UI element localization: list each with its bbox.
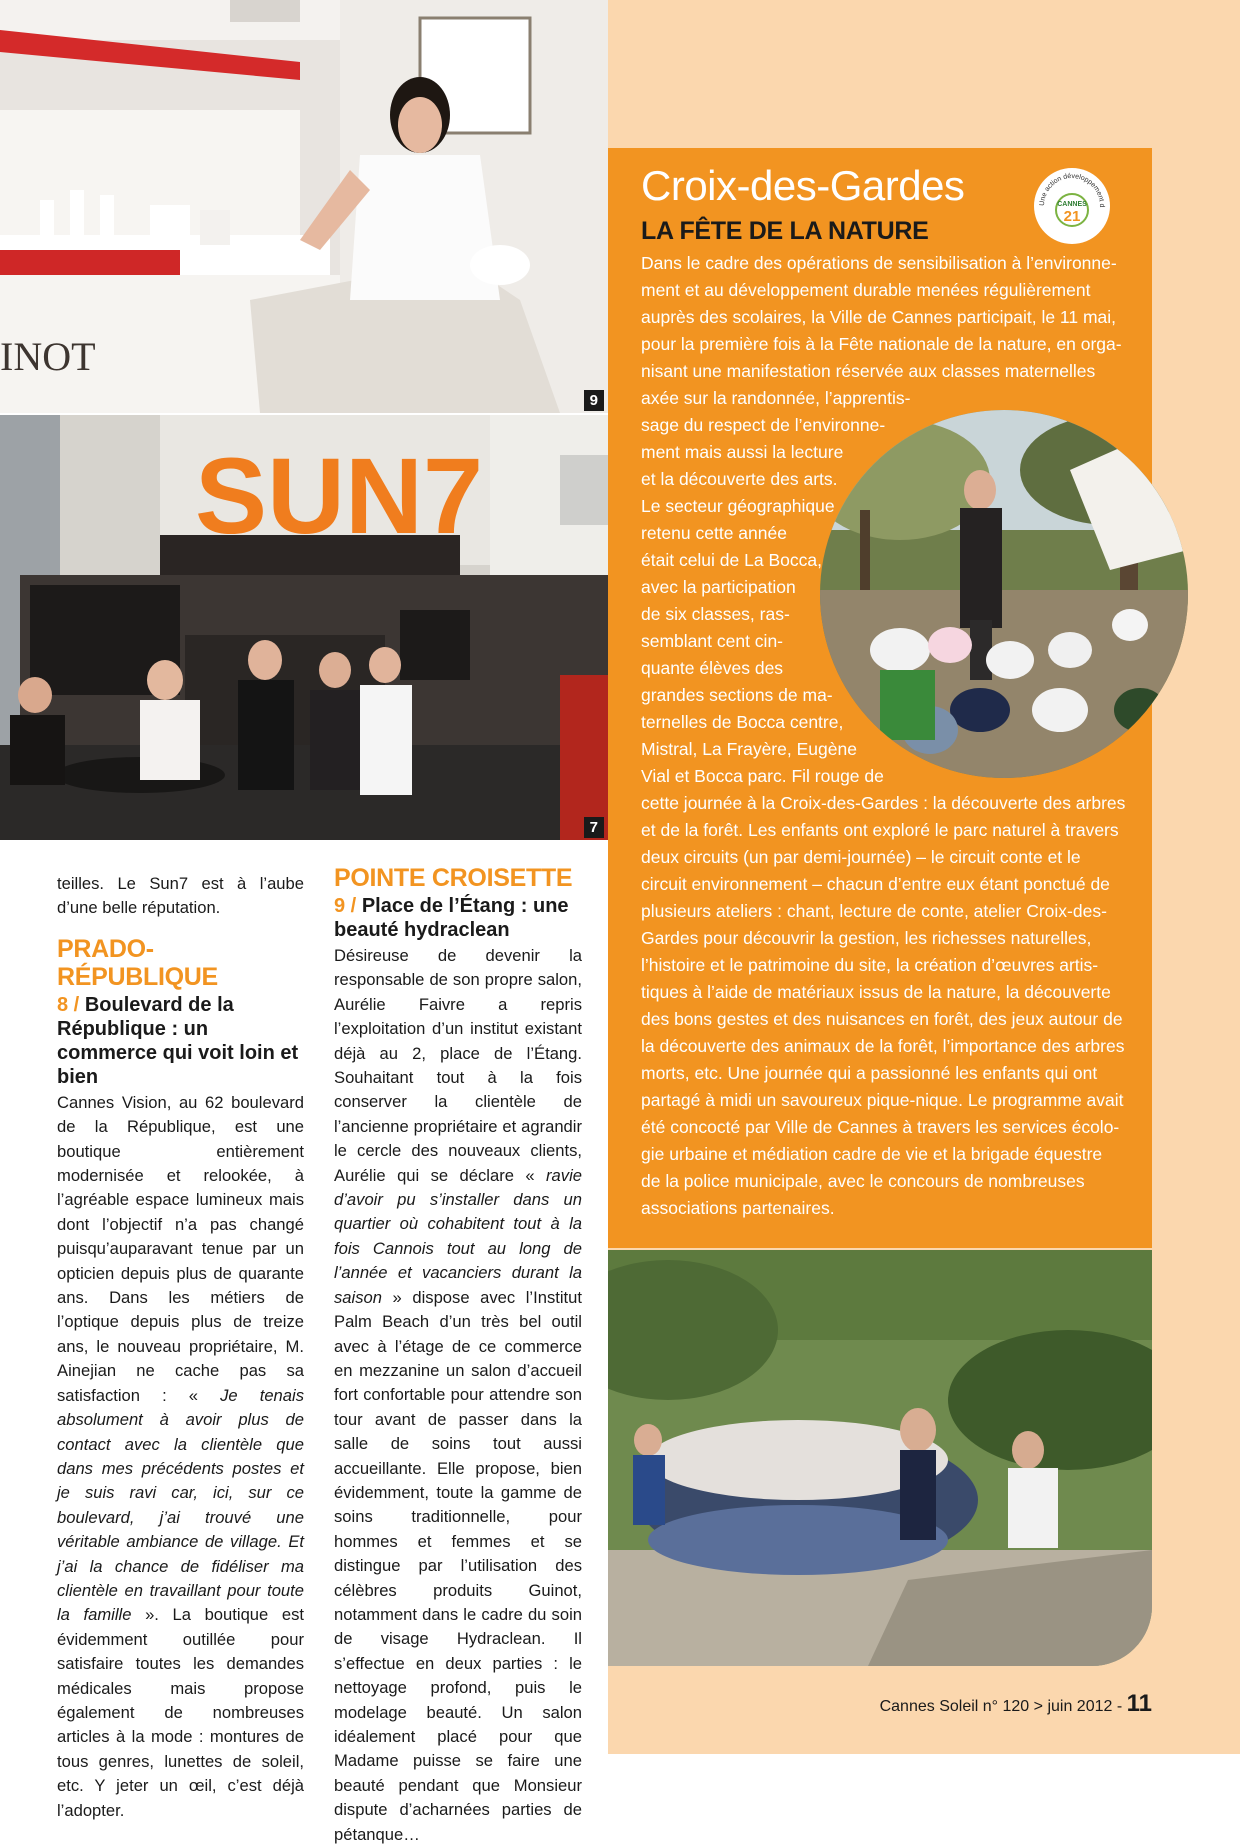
- box-text-line: nisant une manifestation réservée aux classes maternelles: [641, 361, 1096, 381]
- box-text-line: ment et au développement durable menées régulièrement: [641, 280, 1091, 300]
- logo-number-text: 21: [1063, 208, 1081, 225]
- logo-ring-text: Une action développement d: [1038, 172, 1106, 208]
- box-text-line: pour la première fois à la Fête nationale de la nature, en orga-: [641, 334, 1122, 354]
- box-text-line: quante élèves des: [641, 658, 784, 678]
- box-text-line: axée sur la randonnée, l’apprentis-: [641, 388, 911, 408]
- box-text-line: retenu cette année: [641, 523, 787, 543]
- magazine-name: Cannes Soleil n° 120: [879, 1698, 1030, 1715]
- body-text: ». La boutique est évidemment outillée pour satisfaire toutes les demandes médicales mais propose également de nombreuses articles à la mode : montures de tous genres, lunettes de soleil, etc. Y jeter un œil, c’est déjà l’adopter.: [57, 1605, 304, 1820]
- article-subheading-9: [334, 894, 582, 942]
- box-text-line: de la police municipale, avec le concours de nombreuses: [641, 1171, 1085, 1191]
- photo-number-badge: 7: [584, 817, 604, 838]
- article-body-9: [334, 944, 582, 1847]
- article-body-8: [57, 1091, 304, 1823]
- box-text-line: ment mais aussi la lecture: [641, 442, 844, 462]
- box-subtitle: LA FÊTE DE LA NATURE: [641, 217, 929, 245]
- article-number: 8 /: [57, 993, 80, 1016]
- body-text: Cannes Vision, au 62 boulevard de la République, est une boutique entièrement modernisée et relookée, à l’agréable espace lumineux mais dont l’objectif n’a pas changé puisqu’auparavant tenue par un opticien depuis plus de quarante ans. Dans les métiers de l’optique depuis plus de treize ans, le nouveau propriétaire, M. Ainejian ne cache pas sa satisfaction : «: [57, 1092, 304, 1405]
- article-intro: teilles. Le Sun7 est à l’aube d’une belle réputation.: [57, 874, 304, 918]
- forest-circle-photo: [820, 410, 1188, 778]
- body-text: » dispose avec l’Institut Palm Beach d’un très bel outil avec à l’étage de ce commerce en mezzanine un salon d’accueil fort confortable pour attendre son tour avant de passer dans la salle de soins tout aussi accueillante. Elle propose, bien évidemment, toute la gamme de soins traditionnelle, pour hommes et femmes et se distingue par l’utilisation des célèbres produits Guinot, notamment dans le cadre du soin de visage Hydraclean. Il s’effectue en deux parties : le nettoyage profond, puis le modelage beauté. Un salon idéalement placé pour que Madame puisse se faire une beauté pendant que Monsieur dispute d’acharnées parties de pétanque…: [334, 1287, 583, 1844]
- box-text-line: des bons gestes et des nuisances en forêt, des jeux autour de: [641, 1009, 1123, 1029]
- box-text-line: tiques à l’aide de matériaux issus de la nature, la découverte: [641, 982, 1111, 1002]
- quote-text: ravie d’avoir pu s’installer dans un quartier où cohabitent tout à la fois Cannois tout au long de l’année et vacanciers durant la saison: [334, 1165, 583, 1307]
- box-text-line: Gardes pour découvrir la gestion, les richesses naturelles,: [641, 928, 1092, 948]
- section-heading-prado: PRADO-RÉPUBLIQUE: [57, 934, 218, 991]
- box-text-line: gie urbaine et médiation cadre de vie et la brigade équestre: [641, 1144, 1103, 1164]
- box-text-line: deux circuits (un par demi-journée) – le circuit conte et le: [641, 847, 1081, 867]
- box-text-line: semblant cent cin-: [641, 631, 784, 651]
- guinot-logo-text: INOT: [0, 334, 96, 379]
- group-photo: [608, 1250, 1152, 1666]
- sun7-photo: [0, 415, 608, 840]
- box-text-line: Dans le cadre des opérations de sensibilisation à l’environne-: [641, 253, 1117, 273]
- box-text-line: ternelles de Bocca centre,: [641, 712, 844, 732]
- box-text-line: l’histoire et le patrimoine du site, la création d’œuvres artis-: [641, 955, 1099, 975]
- agenda21-logo: [1034, 168, 1110, 244]
- article-column-2: [334, 860, 582, 1847]
- box-text-line: été concocté par Ville de Cannes à travers les services écolo-: [641, 1117, 1120, 1137]
- box-text-line: et la découverte des arts.: [641, 469, 838, 489]
- photo-number-badge: 9: [584, 390, 604, 411]
- sun7-sign: SUN7: [195, 435, 484, 556]
- box-text-line: auprès des scolaires, la Ville de Cannes participait, le 11 mai,: [641, 307, 1117, 327]
- article-subheading-text: Place de l’Étang : une beauté hydraclean: [334, 895, 569, 941]
- section-heading-croisette: POINTE CROISETTE: [334, 864, 573, 892]
- box-text-line: était celui de La Bocca,: [641, 550, 822, 570]
- box-text-line: associations partenaires.: [641, 1198, 835, 1218]
- article-column-1: [57, 872, 304, 1823]
- issue-date: juin 2012 -: [1047, 1698, 1123, 1715]
- article-subheading-8: [57, 993, 304, 1089]
- footer-separator: >: [1033, 1698, 1043, 1715]
- box-text-line: Le secteur géographique: [641, 496, 835, 516]
- box-text-line: cette journée à la Croix-des-Gardes : la découverte des arbres: [641, 793, 1126, 813]
- salon-photo: [0, 0, 608, 413]
- quote-text: Je tenais absolument à avoir plus de contact avec la clientèle que dans mes précédents postes et je suis ravi car, ici, sur ce boulevard, j’ai trouvé une véritable ambiance de village. Et j’ai la chance de fidéliser ma clientèle en travaillant pour toute la famille: [57, 1385, 304, 1625]
- article-subheading-text: Boulevard de la République : un commerce qui voit loin et bien: [57, 993, 299, 1088]
- box-text-line: morts, etc. Une journée qui a passionné les enfants qui ont: [641, 1063, 1098, 1083]
- box-text-line: la découverte des animaux de la forêt, l’importance des arbres: [641, 1036, 1125, 1056]
- page-number: 11: [1126, 1690, 1152, 1717]
- box-text-line: plusieurs ateliers : chant, lecture de conte, atelier Croix-des-: [641, 901, 1107, 921]
- box-text-line: sage du respect de l’environne-: [641, 415, 886, 435]
- box-title: Croix-des-Gardes: [641, 162, 965, 209]
- article-number: 9 /: [334, 895, 357, 917]
- box-text-line: de six classes, ras-: [641, 604, 790, 624]
- box-text-line: circuit environnement – chacun d’entre eux étant ponctué de: [641, 874, 1110, 894]
- logo-cannes-text: CANNES: [1057, 201, 1087, 208]
- box-text-line: avec la participation: [641, 577, 796, 597]
- box-text-line: grandes sections de ma-: [641, 685, 833, 705]
- box-text-line: Vial et Bocca parc. Fil rouge de: [641, 766, 884, 786]
- box-text-line: et de la forêt. Les enfants ont exploré le parc naturel à travers: [641, 820, 1119, 840]
- box-text-line: partagé à midi un savoureux pique-nique. Le programme avait: [641, 1090, 1124, 1110]
- page-footer: [880, 1690, 1152, 1718]
- box-text-line: Mistral, La Frayère, Eugène: [641, 739, 857, 759]
- body-text: Désireuse de devenir la responsable de son propre salon, Aurélie Faivre a repris l’exploitation d’un institut existant déjà au 2, place de l’Étang. Souhaitant tout à la fois conserver la clientèle de l’ancienne propriétaire et agrandir le cercle des nouveaux clients, Aurélie qui se déclare «: [334, 946, 582, 1185]
